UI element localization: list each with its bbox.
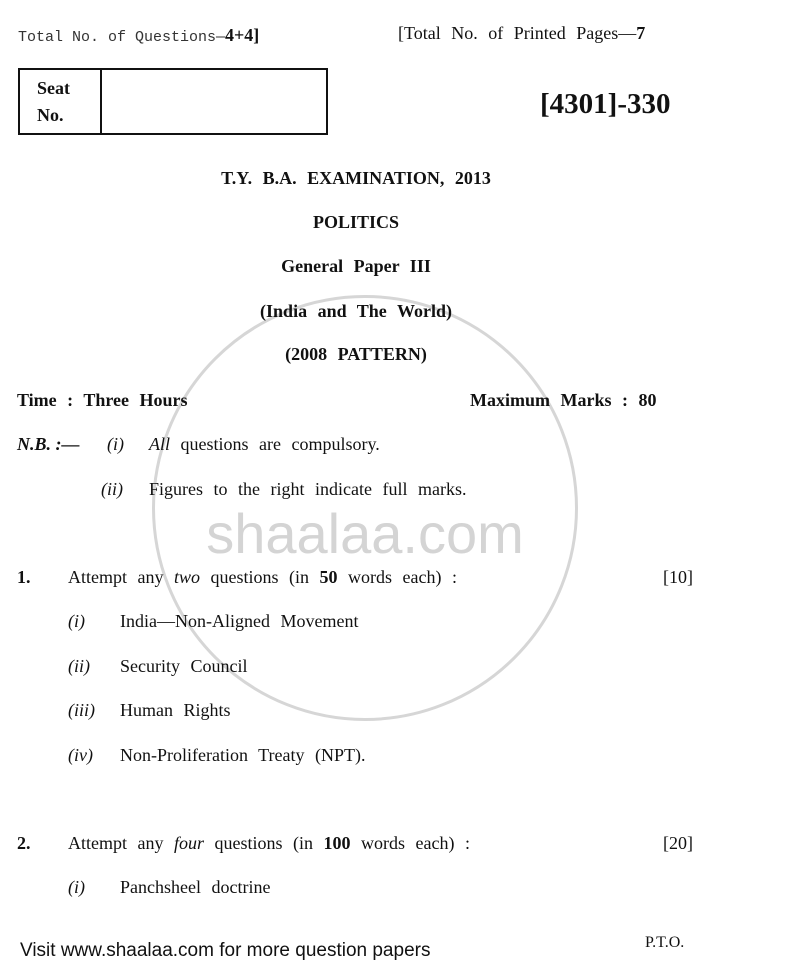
subject-title: POLITICS [312, 212, 400, 232]
sub-number: (i) [68, 611, 85, 631]
total-questions [18, 26, 259, 45]
q-mid: questions (in [210, 567, 309, 587]
q-emphasis: four [173, 833, 204, 853]
seat-no-label: No. [37, 105, 64, 125]
printed-pages-label: [Total No. of Printed Pages— [398, 23, 637, 43]
footer-visit-link[interactable]: Visit www.shaalaa.com for more question papers [20, 940, 431, 961]
q-post: words each) : [348, 567, 457, 587]
nb-item-text: Figures to the right indicate full marks. [149, 479, 467, 499]
seat-label: Seat [37, 78, 70, 98]
watermark-text: shaalaa.com [206, 502, 524, 565]
sub-question: Panchsheel doctrine [120, 877, 271, 897]
topic-title: (India and The World) [260, 301, 452, 321]
q-word-count: 100 [323, 833, 351, 853]
question-marks: [10] [663, 567, 693, 587]
paper-title: General Paper III [281, 256, 431, 276]
q-pre: Attempt any [68, 567, 164, 587]
question-marks: [20] [663, 833, 693, 853]
question-number: 2. [17, 833, 31, 853]
seat-divider [100, 70, 102, 133]
printed-pages-value: 7 [636, 23, 646, 43]
total-questions-label: Total No. of Questions— [18, 29, 226, 46]
q-mid: questions (in [214, 833, 313, 853]
sub-number: (iv) [68, 745, 93, 765]
question-text [68, 834, 470, 852]
pto-label: P.T.O. [645, 934, 685, 951]
printed-pages [398, 24, 645, 42]
total-questions-value: 4+4] [225, 25, 260, 45]
nb-item-number: (ii) [101, 479, 123, 499]
sub-number: (ii) [68, 656, 90, 676]
q-post: words each) : [361, 833, 470, 853]
nb-item [149, 435, 380, 453]
pattern-title: (2008 PATTERN) [285, 344, 427, 364]
q-pre: Attempt any [68, 833, 164, 853]
sub-number: (i) [68, 877, 85, 897]
sub-question: Human Rights [120, 700, 231, 720]
max-marks-label: Maximum Marks : 80 [470, 390, 657, 410]
time-label: Time : Three Hours [17, 390, 188, 410]
sub-question: Non-Proliferation Treaty (NPT). [120, 745, 366, 765]
q-word-count: 50 [319, 567, 338, 587]
sub-number: (iii) [68, 700, 95, 720]
nb-emphasis: All [149, 434, 170, 454]
nb-label: N.B. :— [17, 434, 80, 454]
question-text [68, 568, 457, 586]
exam-title: T.Y. B.A. EXAMINATION, 2013 [221, 168, 491, 188]
seat-number-box [18, 68, 328, 135]
question-number: 1. [17, 567, 31, 587]
nb-item-number: (i) [107, 434, 124, 454]
sub-question: India—Non-Aligned Movement [120, 611, 359, 631]
nb-item-text: questions are compulsory. [180, 434, 380, 454]
sub-question: Security Council [120, 656, 248, 676]
paper-code: [4301]-330 [540, 88, 671, 120]
q-emphasis: two [173, 567, 200, 587]
